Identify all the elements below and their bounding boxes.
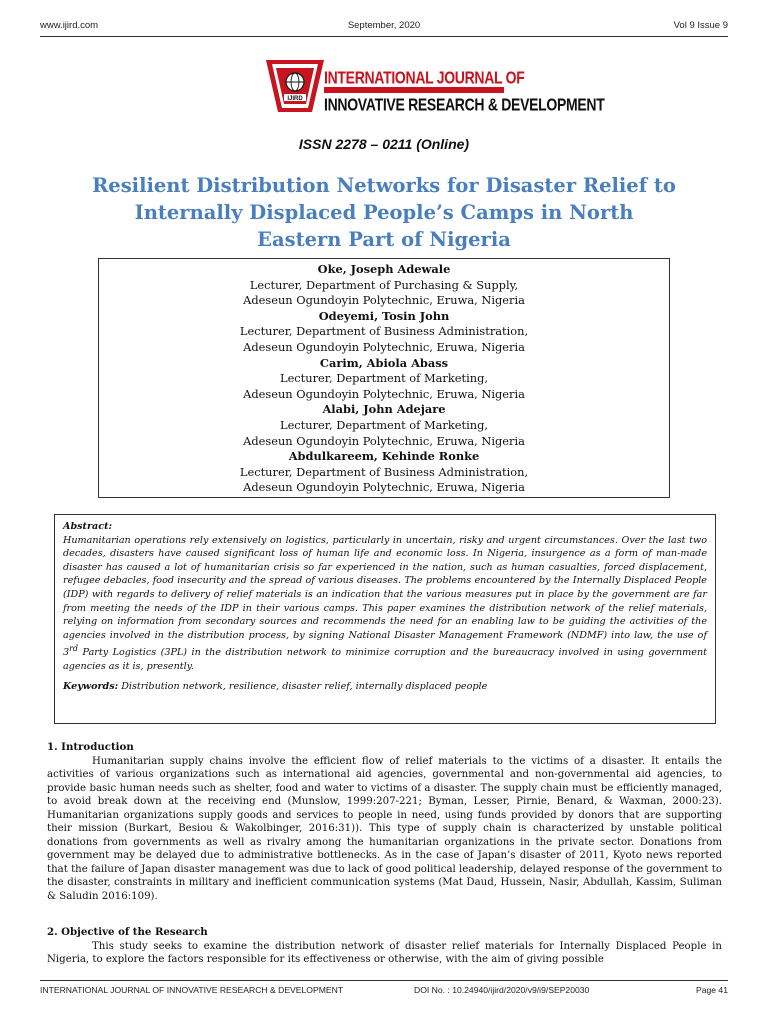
author-name: Carim, Abiola Abass	[319, 355, 449, 370]
abstract-text-part-2: Party Logistics (3PL) in the distribution network to minimize corruption and the bureaucracy involved in using government agencies as it is, presently.	[63, 647, 707, 673]
footer-page: Page 41	[695, 985, 728, 995]
header-rule	[40, 36, 728, 37]
journal-emblem-icon	[264, 56, 326, 116]
author-name: Alabi, John Adejare	[322, 402, 446, 417]
logo-red-bar	[324, 87, 504, 93]
author-role: Lecturer, Department of Marketing,	[280, 371, 488, 386]
author-block	[99, 262, 669, 309]
author-box	[98, 258, 670, 498]
author-block	[99, 356, 669, 403]
author-affiliation: Adeseun Ogundoyin Polytechnic, Eruwa, Nigeria	[243, 386, 525, 401]
author-affiliation: Adeseun Ogundoyin Polytechnic, Eruwa, Nigeria	[243, 293, 525, 308]
journal-logo	[264, 56, 605, 118]
author-role: Lecturer, Department of Purchasing & Supply,	[249, 277, 519, 292]
author-name: Oke, Joseph Adewale	[317, 262, 451, 276]
header-date: September, 2020	[347, 20, 421, 31]
header-website[interactable]: www.ijird.com	[40, 20, 99, 31]
author-name: Abdulkareem, Kehinde Ronke	[288, 449, 480, 464]
footer-doi[interactable]: DOI No. : 10.24940/ijird/2020/v9/i9/SEP20030	[414, 985, 590, 995]
logo-line-2: INNOVATIVE RESEARCH & DEVELOPMENT	[324, 94, 605, 114]
author-block	[99, 402, 669, 449]
header-volume: Vol 9 Issue 9	[673, 20, 728, 31]
title-line-3: Eastern Part of Nigeria	[257, 228, 511, 251]
author-name: Odeyemi, Tosin John	[318, 308, 450, 323]
section-heading: 2. Objective of the Research	[47, 926, 208, 938]
author-role: Lecturer, Department of Business Administration,	[239, 324, 529, 339]
abstract-label: Abstract:	[63, 521, 113, 532]
footer-journal: INTERNATIONAL JOURNAL OF INNOVATIVE RESEARCH & DEVELOPMENT	[40, 985, 344, 995]
section-introduction	[47, 741, 722, 903]
abstract-box	[54, 514, 716, 724]
abstract-text	[63, 534, 707, 674]
section-body: This study seeks to examine the distribution network of disaster relief materials for Internally Displaced People in Nigeria, to explore the factors responsible for its effectiveness or otherwise, with the aim of giving possible	[47, 940, 722, 965]
paper-title	[60, 172, 708, 253]
section-objective	[47, 926, 722, 967]
author-affiliation: Adeseun Ogundoyin Polytechnic, Eruwa, Nigeria	[243, 339, 525, 354]
abstract-text-part-1: Humanitarian operations rely extensively on logistics, particularly in uncertain, risky and urgent circumstances. Over the last two decades, disasters have caused significant loss of human life and economic loss. In Nigeria, insurgence as a form of man-made disaster has caused a lot of humanitarian crisis so far experienced in the nation, such as human casualties, forced displacement, refugee debacles, food insecurity and the spread of various diseases. The problems encountered by the Internally Displaced People (IDP) with regards to delivery of relief materials is an indication that the various measures put in place by the government are far from meeting the needs of the IDP in their various camps. This paper examines the distribution network of the relief materials, relying on information from secondary sources and recommends the need for an enabling law to be guiding the activities of the agencies involved in the distribution process, by signing National Disaster Management Framework (NDMF) into law, the use of 3	[63, 534, 707, 659]
abstract-superscript: rd	[69, 644, 79, 654]
author-affiliation: Adeseun Ogundoyin Polytechnic, Eruwa, Nigeria	[243, 480, 525, 495]
title-line-1: Resilient Distribution Networks for Disaster Relief to	[92, 174, 676, 197]
author-affiliation: Adeseun Ogundoyin Polytechnic, Eruwa, Nigeria	[243, 433, 525, 448]
keywords	[63, 680, 707, 694]
author-role: Lecturer, Department of Business Administration,	[239, 464, 529, 479]
author-block	[99, 449, 669, 496]
footer-rule	[40, 980, 728, 981]
logo-line-1: INTERNATIONAL JOURNAL OF	[324, 67, 525, 87]
author-block	[99, 309, 669, 356]
keywords-text: Distribution network, resilience, disaster relief, internally displaced people	[121, 680, 488, 692]
svg-text:IJIRD: IJIRD	[287, 96, 303, 102]
section-heading: 1. Introduction	[47, 741, 134, 753]
issn: ISSN 2278 – 0211 (Online)	[298, 136, 470, 152]
keywords-label: Keywords:	[63, 680, 119, 692]
title-line-2: Internally Displaced People’s Camps in North	[134, 201, 634, 224]
running-header	[40, 20, 728, 34]
author-role: Lecturer, Department of Marketing,	[280, 417, 488, 432]
section-body: Humanitarian supply chains involve the efficient flow of relief materials to the victims of a disaster. It entails the activities of various organizations such as international aid agencies, governmental and non-governmental aid agencies, to provide basic human needs such as shelter, food and water to victims of a disaster. The supply chain must be efficiently managed, to avoid break down at the receiving end (Munslow, 1999:207-221; Byman, Lesser, Pirnie, Benard, & Waxman, 2000:23). Humanitarian organizations supply goods and services to people in need, using funds provided by donors that are supporting their mission (Burkart, Besiou & Wakolbinger, 2016:31)). This type of supply chain is characterized by unstable political donations from governments as well as rivalry among the humanitarian organizations in the private sector. Donations from government may be delayed due to administrative bottlenecks. As in the case of Japan’s disaster of 2011, Kyoto news reported that the failure of Japan disaster management was due to lack of good political leadership, delayed response of the government to the disaster, constraints in military and inefficient communication systems (Mat Daud, Hussein, Nasir, Abdullah, Kassim, Suliman & Saludin 2016:109).	[47, 755, 722, 902]
